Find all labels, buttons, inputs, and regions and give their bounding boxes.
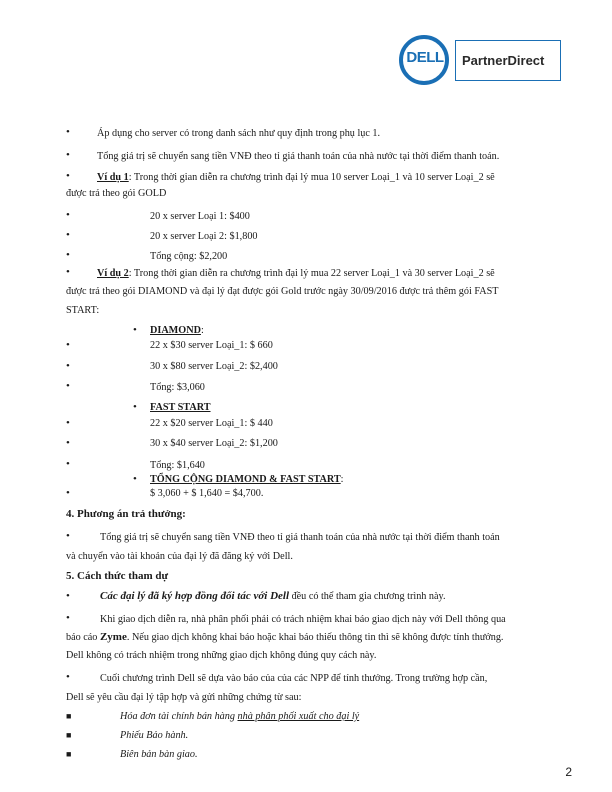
text-line: Tổng: $1,640 [150,460,205,471]
bullet-icon: • [66,126,70,138]
text-line: được trả theo gói DIAMOND và đại lý đạt được gói Gold trước ngày 30/09/2016 được trả thêm gói FAST [66,286,499,297]
diamond-heading [150,324,204,337]
bullet-icon: • [66,437,70,449]
text-line: Cuối chương trình Dell sẽ dựa vào báo của của các NPP để tính thưởng. Trong trường hợp cần, [100,673,488,684]
text-line: và chuyển vào tài khoản của đại lý đã đăng ký với Dell. [66,551,293,562]
doc-item-3: Biên bản bàn giao. [120,749,198,760]
text-run: Hóa đơn tài chính bán hàng [120,711,238,722]
dell-partnerdirect-logo [396,33,566,93]
example-2-text: : Trong thời gian diễn ra chương trình đại lý mua 22 server Loại_1 và 30 server Loại_2 sẽ [128,268,495,279]
dell-logo-text: DELL [406,49,444,66]
bullet-icon: • [66,266,70,278]
combo-label: TỔNG CỘNG DIAMOND & FAST START [150,474,341,485]
bullet-icon: • [66,339,70,351]
bullet-icon: • [133,401,137,413]
bullet-icon: • [133,473,137,485]
bullet-icon: • [66,360,70,372]
diamond-label: DIAMOND [150,325,201,336]
combo-heading [150,473,344,486]
text-run: đều có thể tham gia chương trình này. [289,591,446,602]
bullet-icon: • [66,170,70,182]
text-line: Khi giao dịch diễn ra, nhà phân phối phải có trách nhiệm khai báo giao dịch này với Dell thông qua [100,614,506,625]
bullet-icon: • [66,530,70,542]
text-line: 22 x $20 server Loại_1: $ 440 [150,418,273,429]
text-line [66,631,503,644]
text-run-underlined: nhà phân phối xuất cho đại lý [237,711,360,722]
section-5-heading: 5. Cách thức tham dự [66,570,169,582]
section-4-heading: 4. Phương án trả thưởng: [66,508,186,520]
text-run: . Nếu giao dịch không khai báo hoặc khai báo thiếu thông tin thì sẽ không được tính thưởng. [126,632,504,643]
doc-item-1 [120,710,359,723]
example-1-text: : Trong thời gian diễn ra chương trình đại lý mua 10 server Loại_1 và 10 server Loại_2 sẽ [128,172,495,183]
example-1-label: Ví dụ 1 [97,172,129,183]
text-line: 20 x server Loại 2: $1,800 [150,231,258,242]
zyme-emphasis: Zyme [99,631,127,643]
text-line: 30 x $80 server Loại_2: $2,400 [150,361,278,372]
text-line: 30 x $40 server Loại_2: $1,200 [150,438,278,449]
bullet-icon: • [66,249,70,261]
partnerdirect-text: PartnerDirect [462,53,545,68]
example-2 [97,267,495,280]
text-line: Tổng giá trị sẽ chuyển sang tiền VNĐ theo tỉ giá thanh toán của nhà nước tại thời điểm thanh toán. [97,151,500,162]
bullet-icon: • [66,417,70,429]
text-line: 20 x server Loại 1: $400 [150,211,250,222]
bullet-icon: • [66,209,70,221]
text-line: START: [66,305,100,316]
doc-item-2: Phiếu Bảo hành. [120,730,189,741]
text-line: Dell sẽ yêu cầu đại lý tập hợp và gửi những chứng từ sau: [66,692,302,703]
combo-value: $ 3,060 + $ 1,640 = $4,700. [150,488,264,499]
bullet-icon: • [66,590,70,602]
text-line: Tổng: $3,060 [150,382,205,393]
text-line: Tổng cộng: $2,200 [150,251,228,262]
text-run: báo cáo [66,632,100,643]
bullet-icon: • [66,671,70,683]
example-2-label: Ví dụ 2 [97,268,129,279]
example-1 [97,171,495,184]
bullet-icon: • [66,487,70,499]
square-bullet-icon: ■ [66,730,72,740]
text-line: Tổng giá trị sẽ chuyển sang tiền VNĐ theo tỉ giá thanh toán của nhà nước tại thời điểm thanh toán [100,532,500,543]
bullet-icon: • [66,229,70,241]
bullet-icon: • [66,612,70,624]
bullet-icon: • [133,324,137,336]
dell-partners-emphasis: Các đại lý đã ký hợp đồng đối tác với Dell [100,590,290,602]
bullet-icon: • [66,380,70,392]
bullet-icon: • [66,458,70,470]
page-number: 2 [565,765,572,779]
text-line: Áp dụng cho server có trong danh sách như quy định trong phụ lục 1. [97,128,381,139]
text-line: được trả theo gói GOLD [66,188,167,199]
text-line: 22 x $30 server Loại_1: $ 660 [150,340,273,351]
square-bullet-icon: ■ [66,749,72,759]
diamond-colon: : [200,325,204,336]
bullet-icon: • [66,149,70,161]
text-line: Dell không có trách nhiệm trong những giao dịch không đúng quy cách này. [66,650,377,661]
square-bullet-icon: ■ [66,711,72,721]
fast-start-label: FAST START [150,402,211,413]
text-line [100,590,446,603]
combo-colon: : [340,474,344,485]
